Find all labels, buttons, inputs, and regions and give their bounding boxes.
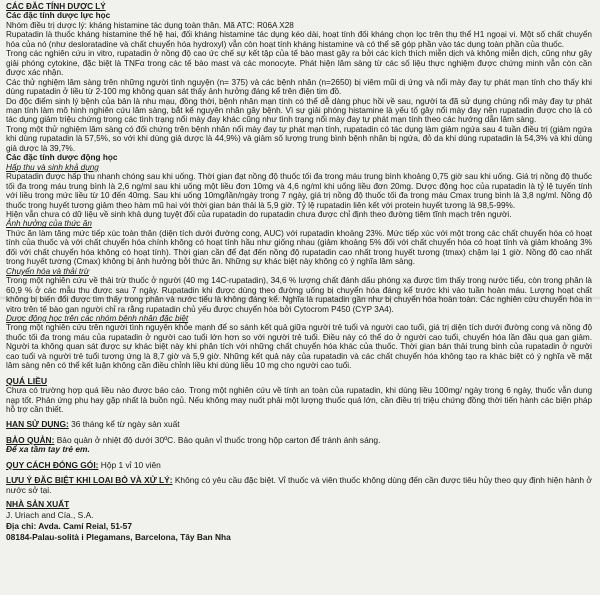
pharmacokinetics-title: Các đặc tính dược động học [6, 153, 118, 163]
disposal-label: LƯU Ý ĐẶC BIỆT KHI LOẠI BỎ VÀ XỬ LÝ: [6, 475, 173, 486]
paragraph: Trong một nghiên cứu trên người tình nguyện khỏe mạnh để so sánh kết quả giữa người trẻ tuổi và người cao tuổi, giá trị diện tích dưới đường cong và nồng độ thuốc tối đa trong máu của rupatadin ở người cao tuổi lớn hơn so với người trẻ tuổi. Điều này có thể do ở người cao tuổi, chuyển hóa lần đầu qua gan giảm. Người ta không quan sát được sự khác biệt này khi phân tích với những chất chuyển hóa khác của thuốc. Thời gian bán thải trung bình của rupatadin ở người cao tuổi và người trẻ tuổi tương ứng là 8,7 giờ và 5,9 giờ. Những kết quả này của rupatadin và các chất chuyển hóa không tạo ra khác biệt có ý nghĩa về mặt lâm sàng nên có thể kết luận không cần điều chỉnh liều khi dùng liều 10 mg cho người cao tuổi. [6, 323, 592, 371]
manufacturer-title: NHÀ SẢN XUẤT [6, 499, 70, 510]
paragraph: Trong một nghiên cứu về thải trừ thuốc ở người (40 mg 14C-rupatadin), 34,6 % lượng chất đánh dấu phóng xạ được tìm thấy trong nước tiểu, còn trong phân là 60,9 % ở các mẫu thu được sau 7 ngày. Rupatadin khi được dùng theo đường uống bị chuyển hóa đáng kể trước khi vào tuần hoàn máu. Lượng hoạt chất không bị biến đổi được tìm thấy trong phân và nước tiểu là không đáng kể. Nghĩa là rupatadin gần như bị chuyển hóa hoàn toàn. Các nghiên cứu chuyển hóa in vitro trên tế bào gan người chỉ ra rằng rupatadin chủ yếu được chuyển hóa bởi Cytocrom P450 (CYP 3A4). [6, 276, 592, 314]
keep-away-warning: Để xa tầm tay trẻ em. [6, 444, 90, 455]
food-effect-subtitle: Ảnh hưởng của thức ăn [6, 219, 92, 229]
paragraph: Trong các nghiên cứu in vitro, rupatadin ở nồng độ cao ức chế sự kết tập của tế bào mast gây ra bởi các kích thích miễn dịch và không miễn dịch, cũng như gây giải phóng cytokine, đặc biệt là TNFα trong các tế bào mast và các monocyte. Phát hiện lâm sàng từ các số liệu thực nghiệm được chứng minh vẫn còn cần được xác nhận. [6, 49, 592, 78]
absorption-subtitle: Hấp thu và sinh khả dụng [6, 162, 99, 172]
storage-value: Bảo quản ở nhiệt độ dưới 30ºC. Bảo quản vỉ thuốc trong hộp carton để tránh ánh sáng. [56, 434, 381, 445]
storage-row [6, 436, 592, 455]
paragraph: Trong một thử nghiệm lâm sàng có đối chứng trên bệnh nhân nổi mày đay tự phát mạn tính, rupatadin có tác dụng làm giảm ngứa sau 4 tuần điều trị (giảm ngứa khi dùng rupatadin là 57,5%, so với khi dùng giả dược là 44,9%) và giảm số lượng trung bình bệnh nhân bị ngứa, đỏ da khi dùng rupatadin là 54,3% và khi dùng giả dược là 39,7%. [6, 124, 592, 153]
special-populations-subtitle: Dược động học trên các nhóm bệnh nhân đặc biệt [6, 313, 189, 323]
paragraph: Nhóm điều trị dược lý: kháng histamine tác dụng toàn thân. Mã ATC: R06A X28 [6, 20, 294, 30]
address-label: Địa chỉ: [6, 521, 37, 532]
overdose-text: Chưa có trường hợp quá liều nào được báo cáo. Trong một nghiên cứu về tính an toàn của rupatadin, khi dùng liều 100mg/ ngày trong 6 ngày, thuốc vẫn dung nạp tốt. Phản ứng phụ hay gặp nhất là buồn ngủ. Nếu không may nuốt phải một lượng thuốc quá lớn, cần điều trị triệu chứng đồng thời tiến hành các biện pháp hỗ trợ cần thiết. [6, 386, 592, 415]
paragraph: Do độc điểm sinh lý bệnh của bản là nhu mạu, đồng thời, bệnh nhân mạn tính có thể dễ dàng phục hồi về sau, người ta đã sử dụng chúng nổi mày đay tự phát mạn tính làm mô hình nghiên cứu lâm sàng, bắt kể nguyên nhân gây bệnh. Vì sự giải phóng histamine là yếu tố gây nổi mày đay nên rupatadin được cho là có tác dụng giảm triệu chứng trong các tình trạng nổi mày đay khác cũng như tình trạng nổi mày đay tự phát mạn tính theo các hướng dẫn lâm sàng. [6, 96, 592, 125]
disposal-value: Không có yêu cầu đặc biệt. Vỉ thuốc và viên thuốc không dùng đến cần được tiêu hủy theo quy định hiện hành ở nước sở tại. [6, 475, 592, 495]
packaging-row [6, 461, 592, 470]
disposal-row [6, 476, 592, 495]
metabolism-subtitle: Chuyển hóa và thải trừ [6, 266, 90, 276]
manufacturer-name: J. Uriach and Cía., S.A. [6, 510, 94, 521]
shelf-life-row [6, 420, 592, 429]
storage-label: BẢO QUẢN: [6, 434, 55, 445]
leaflet-content [6, 2, 592, 543]
paragraph: Các thử nghiệm lâm sàng trên những người tình nguyện (n= 375) và các bệnh nhân (n=2650) bị viêm mũi dị ứng và nổi mày đay tự phát mạn tính cho thấy khi dùng rupatadin ở liều từ 2-100 mg không quan sát thấy ảnh hưởng đáng kể trên điện tim đồ. [6, 77, 592, 97]
paragraph: Hiện vẫn chưa có dữ liệu về sinh khả dụng tuyệt đối của rupatadin do rupatadin chưa được chỉ định theo đường tiêm tĩnh mạch trên người. [6, 209, 512, 219]
shelf-life-label: HẠN SỬ DỤNG: [6, 419, 69, 430]
pharmacodynamics-title: Các đặc tính dược lực học [6, 11, 111, 21]
pharmacology-title: CÁC ĐẶC TÍNH DƯỢC LÝ [6, 2, 106, 11]
paragraph: Rupatadin được hấp thu nhanh chóng sau khi uống. Thời gian đạt nồng độ thuốc tối đa trong máu trung bình khoảng 0,75 giờ sau khi uống. Giá trị nồng độ thuốc tối đa trong máu trung bình là 2,6 ng/ml sau khi uống một liều đơn 10mg và 4,6 ng/ml khi uống liều đơn 20mg. Dược động học của rupatadin là tỷ lệ tuyến tính với liều trong mức liều từ 10 đến 40mg. Sau khi uống 10mg/lần/ngày trong 7 ngày, giá trị nồng độ thuốc tối đa trong máu Cmax trung bình là 3,8 ng/ml. Nồng độ thuốc trong huyết tương giảm theo hàm mũ hai với thời gian bán thải là 5,9 giờ. Tỷ lệ rupatadin liên kết với protein huyết tương là 98,5-99%. [6, 172, 592, 210]
packaging-label: QUY CÁCH ĐÓNG GÓI: [6, 459, 99, 470]
paragraph: Rupatadin là thuốc kháng histamine thế hệ hai, đối kháng histamine tác dụng kéo dài, hoạt tính đối kháng chọn lọc trên thụ thể H1 ngoại vi. Một số chất chuyển hóa của nó (như desloratadine và chất chuyển hóa hydroxyl) vẫn còn hoạt tính kháng histamine và có thể sẽ góp phần vào tác dụng toàn phần của thuốc. [6, 30, 592, 49]
packaging-value: Hộp 1 vỉ 10 viên [100, 459, 161, 470]
paragraph: Thức ăn làm tăng mức tiếp xúc toàn thân (diện tích dưới đường cong, AUC) với rupatadin khoảng 23%. Mức tiếp xúc với một trong các chất chuyển hóa có hoạt tính của thuốc và với chất chuyển hóa chính không có hoạt tính hầu như giống nhau (giảm khoảng 5% đối với chất chuyển hóa có hoạt tính và giảm khoảng 3% đối với chất chuyển hóa không có hoạt tính). Thời gian cần để đạt đến nồng độ rupatadin cao nhất trong huyết tương (tmax) chậm lại 1 giờ. Nồng độ cao nhất trong huyết tương (Cmax) không bị ảnh hưởng bởi thức ăn. Những sự khác biệt này không có ý nghĩa lâm sàng. [6, 228, 592, 267]
overdose-title: QUÁ LIỀU [6, 375, 48, 386]
shelf-life-value: 36 tháng kể từ ngày sản xuất [71, 419, 180, 430]
address-value: Avda. Camí Reial, 51-57 [38, 521, 132, 532]
manufacturer-city: 08184-Palau-solità i Plegamans, Barcelona, Tây Ban Nha [6, 532, 231, 543]
manufacturer-block [6, 499, 592, 543]
